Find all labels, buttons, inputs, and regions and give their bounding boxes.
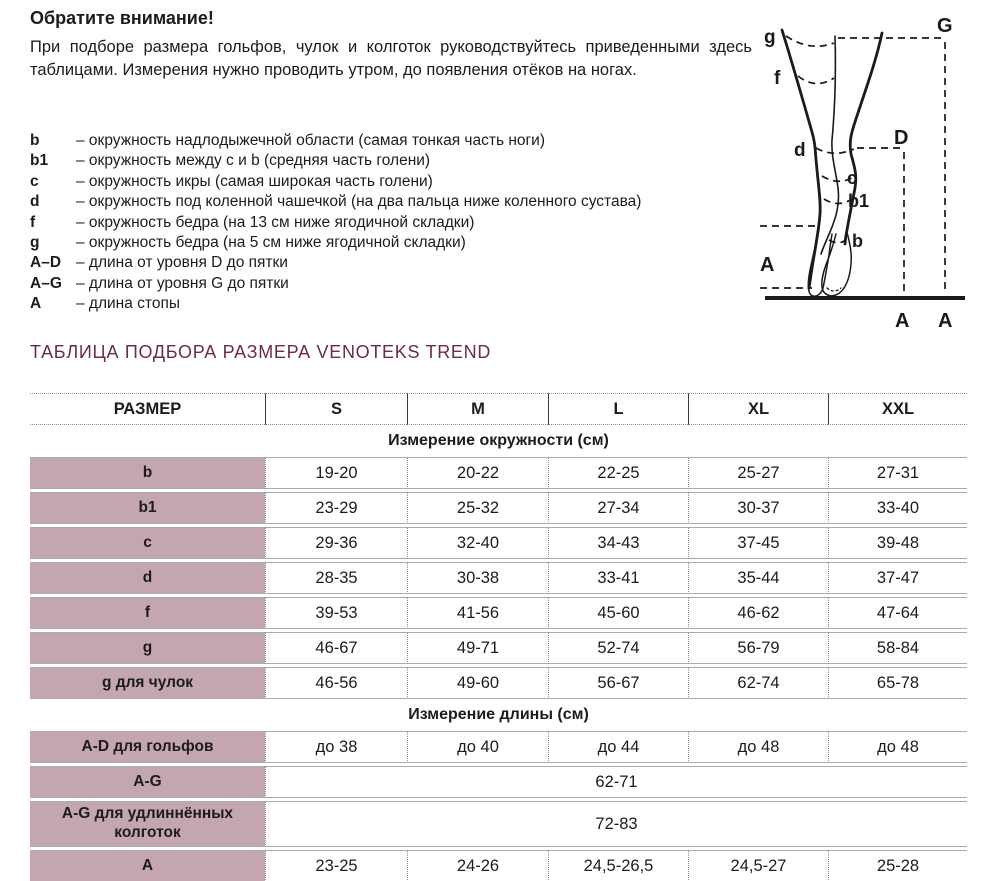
cell-xxl: до 48 — [828, 731, 967, 763]
legend-definition: – длина от уровня D до пятки — [76, 254, 288, 272]
diagram-label-b1: b1 — [848, 191, 870, 211]
cell-xl: до 48 — [688, 731, 828, 763]
row-g — [30, 632, 967, 664]
section-length-label: Измерение длины (см) — [408, 706, 589, 723]
legend-term: A–D — [30, 254, 62, 272]
diagram-label-A-left: A — [760, 254, 775, 276]
legend-definition: – окружность бедра (на 5 см ниже ягодичной складки) — [76, 234, 466, 252]
row-label: A-G для удлиннённых колготок — [30, 801, 265, 847]
row-g-stockings — [30, 667, 967, 699]
size-table — [30, 390, 967, 881]
row-d — [30, 562, 967, 594]
notice-body: При подборе размера гольфов, чулок и колготок руководствуйтесь приведенными здесь таблицами. Измерения нужно проводить утром, до появления отёков на ногах. — [30, 38, 752, 80]
header-xxl: XXL — [828, 393, 967, 425]
cell-xl: 62-74 — [688, 667, 828, 699]
merged-value: 72-83 — [265, 801, 967, 847]
legend-item-g — [30, 233, 760, 253]
section-circumference-row — [30, 428, 967, 454]
header-m: M — [407, 393, 548, 425]
notice-title: Обратите внимание! — [30, 8, 214, 28]
cell-xxl: 37-47 — [828, 562, 967, 594]
legend-definition: – окружность надлодыжечной области (самая тонкая часть ноги) — [76, 132, 545, 149]
cell-xxl: 27-31 — [828, 457, 967, 489]
cell-xxl: 58-84 — [828, 632, 967, 664]
legend-term: g — [30, 234, 40, 252]
cell-xxl: 65-78 — [828, 667, 967, 699]
row-c — [30, 527, 967, 559]
cell-l: 52-74 — [548, 632, 688, 664]
cell-l: 34-43 — [548, 527, 688, 559]
legend-item-ag — [30, 274, 760, 294]
row-b — [30, 457, 967, 489]
row-label: g для чулок — [30, 667, 265, 699]
cell-s: 46-67 — [265, 632, 407, 664]
row-ag-long-tights — [30, 801, 967, 847]
cell-m: до 40 — [407, 731, 548, 763]
cell-xl: 37-45 — [688, 527, 828, 559]
legend-item-a — [30, 294, 760, 314]
cell-xl: 56-79 — [688, 632, 828, 664]
cell-l: 33-41 — [548, 562, 688, 594]
cell-s: 46-56 — [265, 667, 407, 699]
diagram-label-A-bottom-d: A — [895, 310, 910, 332]
row-label: A — [30, 850, 265, 881]
cell-l: 22-25 — [548, 457, 688, 489]
row-f — [30, 597, 967, 629]
cell-xl: 24,5-27 — [688, 850, 828, 881]
cell-s: 28-35 — [265, 562, 407, 594]
legend-definition: – окружность бедра (на 13 см ниже ягодичной складки) — [76, 213, 475, 231]
cell-l: 45-60 — [548, 597, 688, 629]
legend-term: A–G — [30, 274, 62, 292]
cell-m: 25-32 — [407, 492, 548, 524]
cell-xxl: 39-48 — [828, 527, 967, 559]
legend-term: b — [30, 132, 40, 149]
cell-s: 39-53 — [265, 597, 407, 629]
legend-term: A — [30, 295, 42, 313]
cell-m: 30-38 — [407, 562, 548, 594]
legend-item-b — [30, 131, 760, 151]
legend-definition: – окружность под коленной чашечкой (на два пальца ниже коленного сустава) — [76, 193, 642, 211]
cell-xl: 30-37 — [688, 492, 828, 524]
cell-l: 27-34 — [548, 492, 688, 524]
cell-s: 29-36 — [265, 527, 407, 559]
legend-item-ad — [30, 253, 760, 273]
table-header-row — [30, 393, 967, 425]
diagram-label-d: d — [794, 140, 806, 161]
cell-xl: 25-27 — [688, 457, 828, 489]
cell-m: 41-56 — [407, 597, 548, 629]
legend-term: f — [30, 213, 36, 231]
legend-item-f — [30, 213, 760, 233]
legend-term: b1 — [30, 152, 49, 170]
row-label: f — [30, 597, 265, 629]
diagram-label-f: f — [774, 68, 781, 89]
legend-definition: – окружность между c и b (средняя часть голени) — [76, 152, 431, 170]
size-table-title: ТАБЛИЦА ПОДБОРА РАЗМЕРА VENOTEKS TREND — [30, 342, 492, 362]
header-size: РАЗМЕР — [30, 393, 265, 425]
row-a-foot — [30, 850, 967, 881]
cell-l: 24,5-26,5 — [548, 850, 688, 881]
header-s: S — [265, 393, 407, 425]
row-label: d — [30, 562, 265, 594]
cell-xl: 35-44 — [688, 562, 828, 594]
section-length-row — [30, 702, 967, 728]
cell-xxl: 47-64 — [828, 597, 967, 629]
cell-m: 20-22 — [407, 457, 548, 489]
cell-l: 56-67 — [548, 667, 688, 699]
section-circumference-label: Измерение окружности (см) — [388, 432, 609, 449]
legend-item-d — [30, 192, 760, 212]
cell-xl: 46-62 — [688, 597, 828, 629]
legend-item-c — [30, 172, 760, 192]
legend-definition: – длина стопы — [76, 295, 180, 313]
diagram-label-g: g — [764, 27, 776, 48]
cell-s: 23-29 — [265, 492, 407, 524]
header-xl: XL — [688, 393, 828, 425]
legend-item-b1 — [30, 151, 760, 171]
cell-s: 23-25 — [265, 850, 407, 881]
cell-m: 24-26 — [407, 850, 548, 881]
row-ad-golf — [30, 731, 967, 763]
row-label: b — [30, 457, 265, 489]
row-label: c — [30, 527, 265, 559]
header-l: L — [548, 393, 688, 425]
row-b1 — [30, 492, 967, 524]
diagram-label-G: G — [937, 15, 953, 37]
legend-definition: – окружность икры (самая широкая часть голени) — [76, 172, 433, 190]
cell-m: 49-71 — [407, 632, 548, 664]
row-label: b1 — [30, 492, 265, 524]
cell-l: до 44 — [548, 731, 688, 763]
legend-term: c — [30, 172, 39, 190]
cell-m: 32-40 — [407, 527, 548, 559]
diagram-label-A-bottom-g: A — [938, 310, 953, 332]
legend-term: d — [30, 193, 40, 211]
row-ag — [30, 766, 967, 798]
cell-m: 49-60 — [407, 667, 548, 699]
row-label: A-G — [30, 766, 265, 798]
cell-xxl: 25-28 — [828, 850, 967, 881]
diagram-label-c: c — [847, 168, 858, 188]
cell-xxl: 33-40 — [828, 492, 967, 524]
cell-s: до 38 — [265, 731, 407, 763]
legend-definition: – длина от уровня G до пятки — [76, 274, 289, 292]
row-label: g — [30, 632, 265, 664]
leg-measurement-diagram — [752, 0, 997, 334]
merged-value: 62-71 — [265, 766, 967, 798]
row-label: A-D для гольфов — [30, 731, 265, 763]
measurement-legend — [30, 131, 760, 315]
diagram-label-D: D — [894, 127, 909, 149]
notice-section — [30, 8, 752, 83]
diagram-label-b: b — [852, 231, 863, 251]
cell-s: 19-20 — [265, 457, 407, 489]
leg-outlines — [782, 30, 882, 296]
